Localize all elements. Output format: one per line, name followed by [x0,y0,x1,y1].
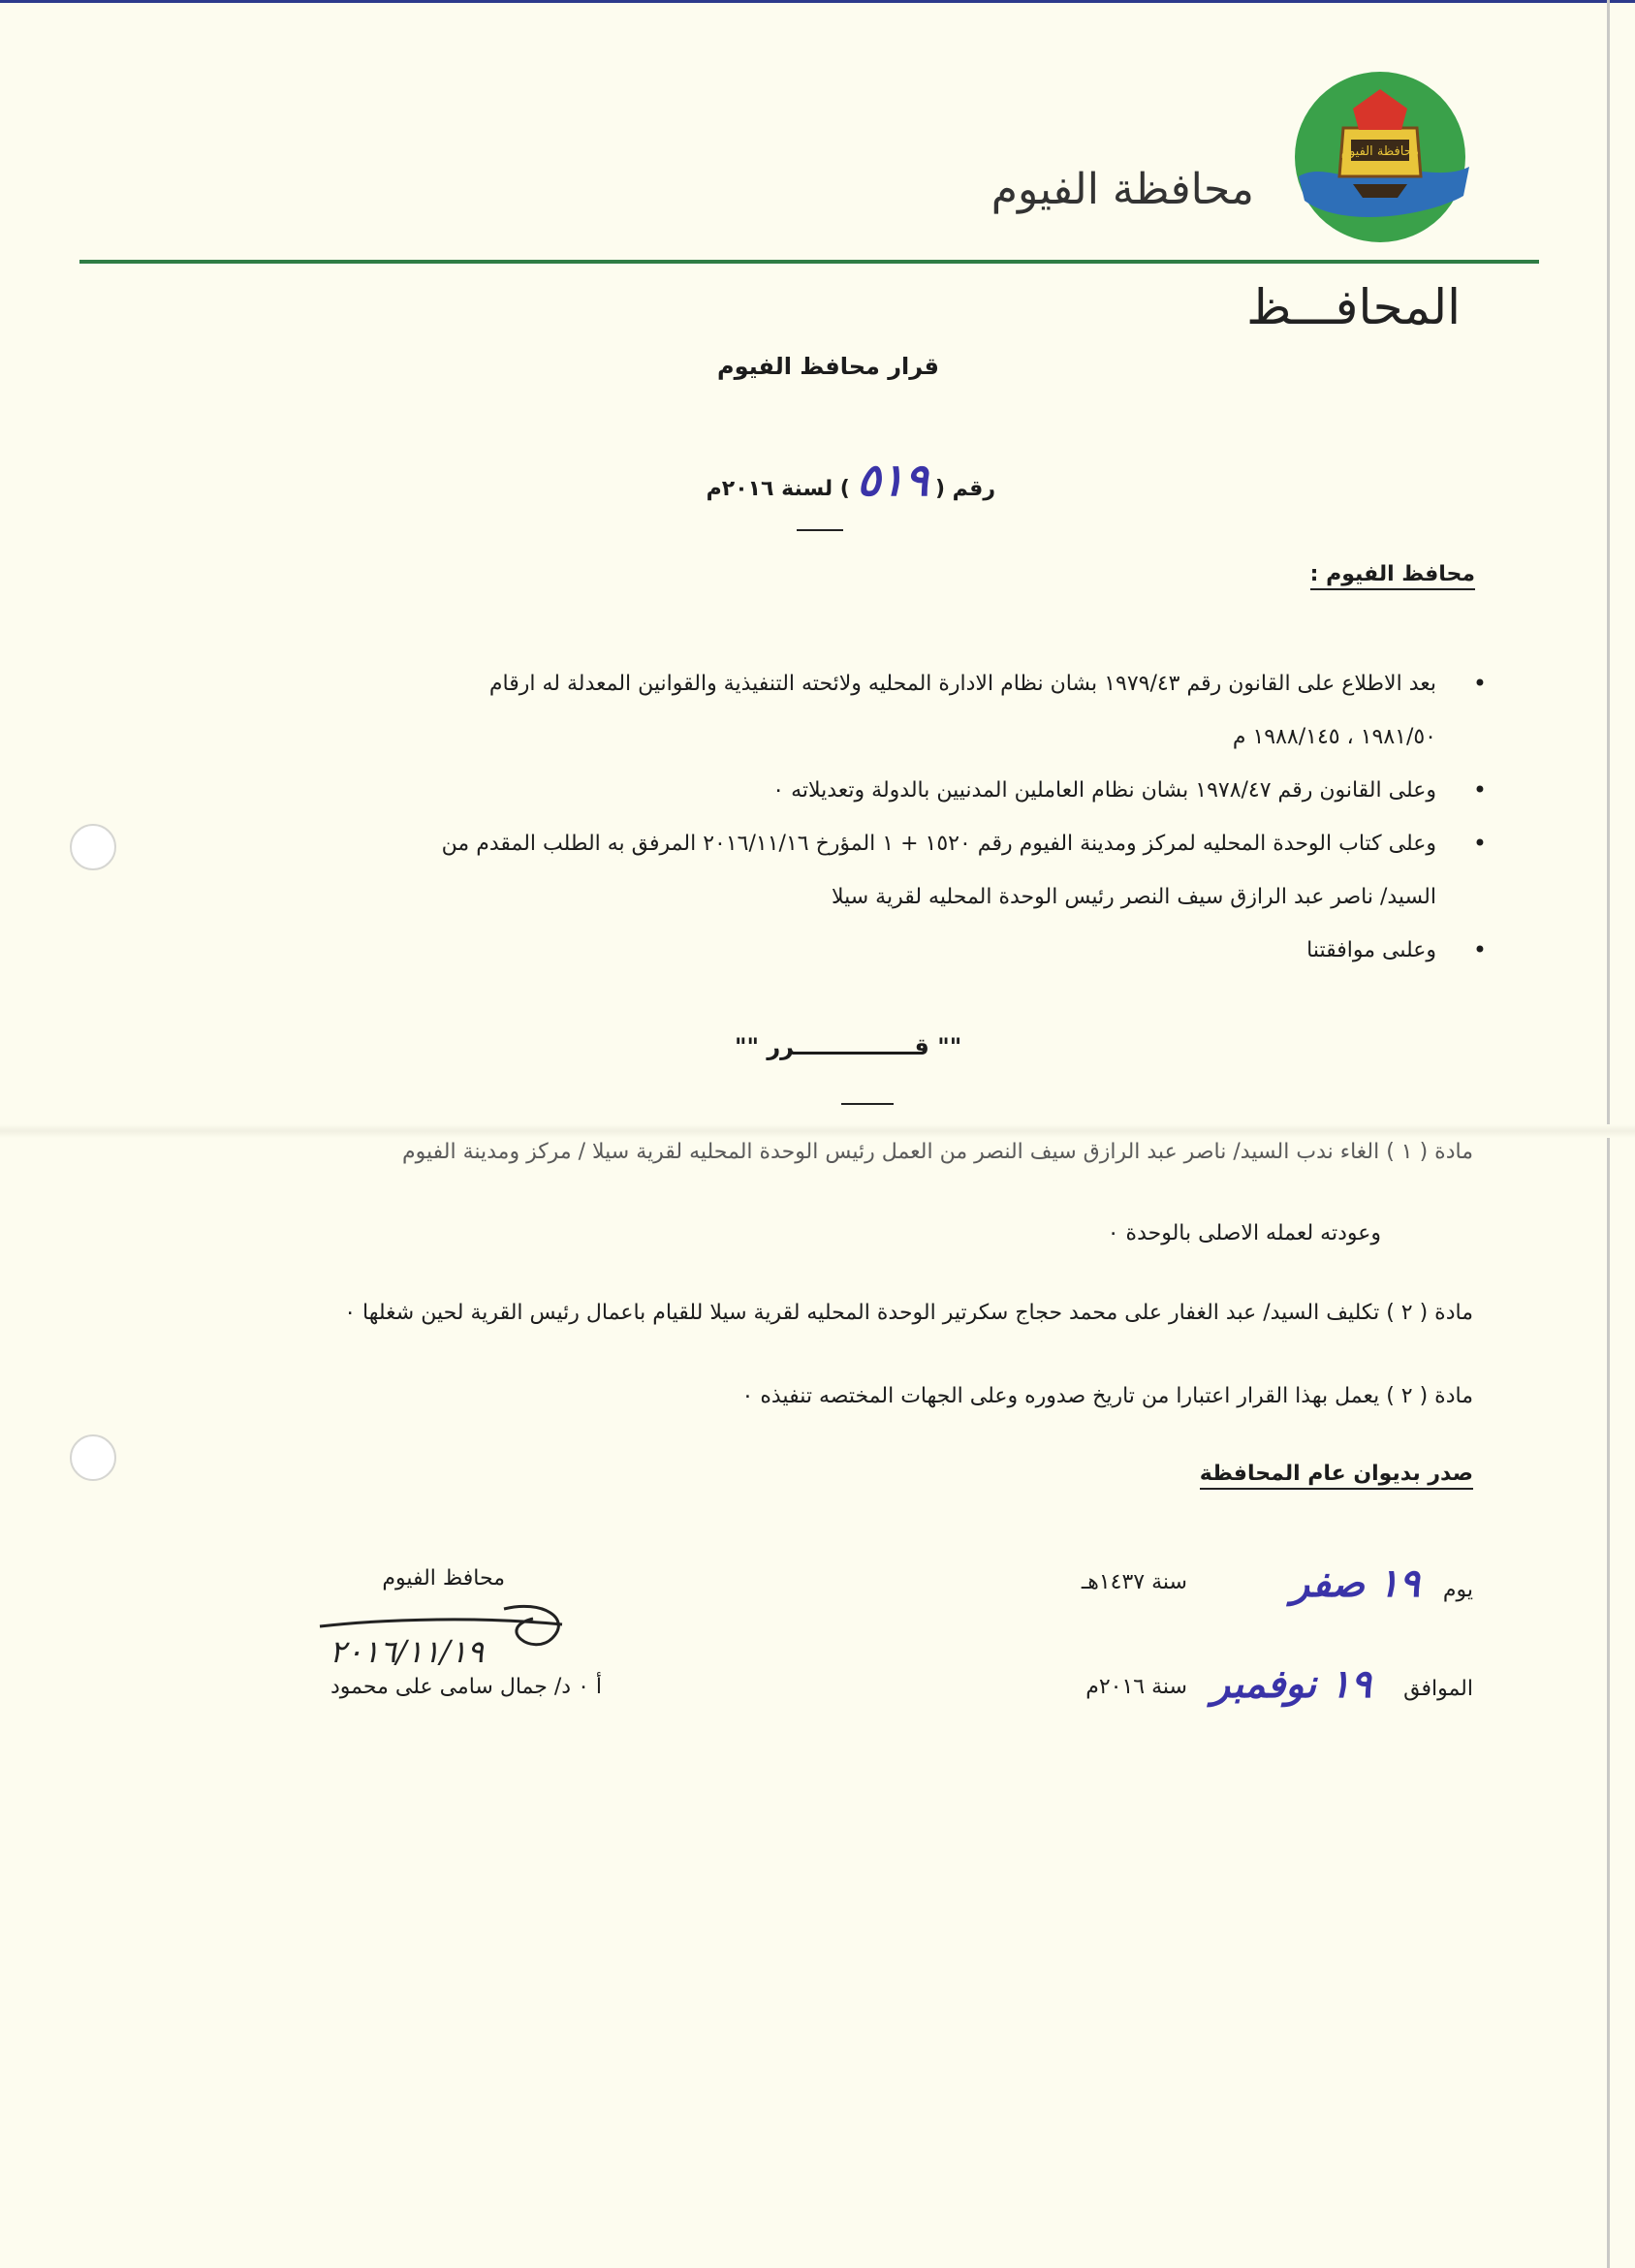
article-1: مادة ( ١ ) الغاء ندب السيد/ ناصر عبد الرازق سيف النصر من العمل رئيس الوحدة المحليه لقرية سيلا / مركز ومدينة الفيوم [402,1140,1473,1164]
separator-dash-2 [841,1103,894,1105]
signatory-title: محافظ الفيوم [382,1566,505,1591]
decides-heading: "" قـــــــــــــــرر "" [735,1033,962,1060]
punch-hole-top [70,824,116,870]
article-2: مادة ( ٢ ) تكليف السيد/ عبد الغفار على محمد حجاج سكرتير الوحدة المحليه لقرية سيلا للقيام باعمال رئيس القرية لحين شغلها ٠ [344,1301,1473,1325]
greg-year: سنة ٢٠١٦م [1085,1675,1187,1699]
separator-dash-1 [797,529,843,531]
handwritten-number: ٥١٩ [856,454,928,506]
list-item: • وعلىى موافقتنا [254,924,1494,977]
list-item: • وعلى القانون رقم ١٩٧٨/٤٧ بشان نظام العاملين المدنيين بالدولة وتعديلاته ٠ [254,764,1494,817]
decision-number-line [707,454,995,506]
hijri-year: سنة ١٤٣٧هـ [1081,1570,1187,1594]
governorate-logo [1285,70,1475,244]
handwritten-greg-date: ١٩ نوفمبر [1211,1661,1371,1707]
signatory-name: أ ٠ د/ جمال سامى على محمود [330,1675,602,1699]
list-item: • وعلى كتاب الوحدة المحليه لمركز ومدينة الفيوم رقم ١٥٢٠ + ١ المؤرخ ٢٠١٦/١١/١٦ المرفق به الطلب المقدم من السيد/ ناصر عبد الرازق سيف النصر رئيس الوحدة المحليه لقرية سيلا [254,817,1494,924]
preamble-list [254,657,1494,977]
article-1-continued: وعودته لعمله الاصلى بالوحدة ٠ [1107,1221,1381,1245]
day-label: يوم [1442,1578,1473,1602]
issued-at: صدر بديوان عام المحافظة [1200,1462,1473,1490]
year-label: ) لسنة ٢٠١٦م [706,477,850,501]
corresponding-label: الموافق [1403,1677,1473,1701]
paper-fold [0,1124,1635,1138]
number-label: رقم ( [934,477,995,501]
header-rule [79,260,1539,264]
article-3: مادة ( ٢ ) يعمل بهذا القرار اعتبارا من تاريخ صدوره وعلى الجهات المختصه تنفيذه ٠ [741,1384,1473,1408]
decision-title: قرار محافظ الفيوم [717,353,939,380]
office-title: المحافـــظ [1246,279,1461,335]
list-item: • بعد الاطلاع على القانون رقم ١٩٧٩/٤٣ بشان نظام الادارة المحليه ولائحته التنفيذية والقوانين المعدلة له ارقام ١٩٨١/٥٠ ، ١٩٨٨/١٤٥ م [254,657,1494,764]
preamble-heading: محافظ الفيوم : [1310,562,1475,590]
punch-hole-bottom [70,1434,116,1481]
scan-top-edge [0,0,1635,3]
handwritten-day: ١٩ صفر [1290,1560,1420,1606]
handwritten-signature-date: ٢٠١٦/١١/١٩ [330,1633,485,1670]
signature-scribble [310,1590,601,1677]
governorate-name: محافظة الفيوم [990,165,1254,214]
logo-lettering: محافظة الفيوم [1340,144,1420,159]
